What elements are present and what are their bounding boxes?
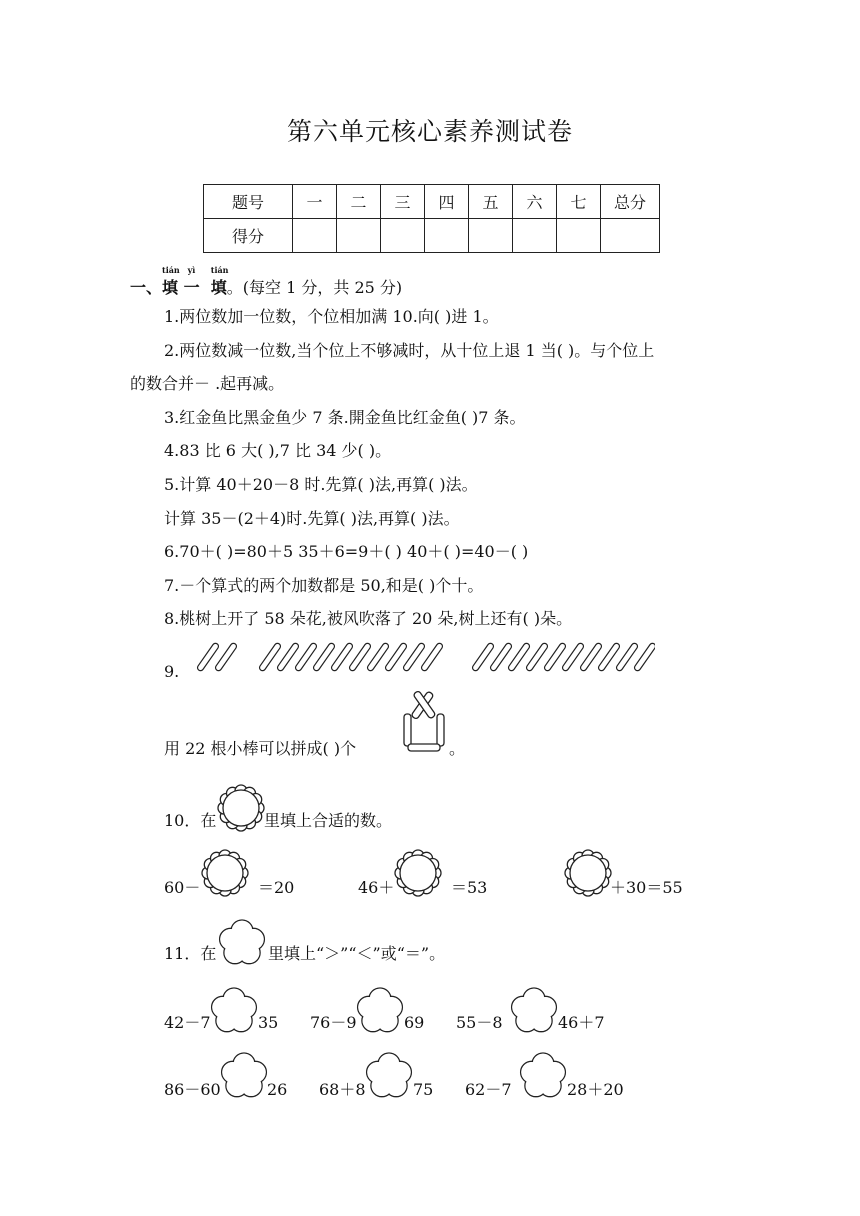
question-11-prefix: 11．在 xyxy=(164,944,217,963)
q10-item-right: ＝20 xyxy=(258,878,295,897)
score-cell[interactable] xyxy=(337,219,381,253)
q10-item-left: 46＋ xyxy=(358,878,395,897)
section-char: 一 xyxy=(183,278,200,297)
score-cell[interactable] xyxy=(557,219,601,253)
question-8: 8.桃树上开了 58 朵花,被风吹落了 20 朵,树上还有( )朵。 xyxy=(164,609,573,628)
page-title: 第六单元核心素养测试卷 xyxy=(286,117,573,146)
question-3: 3.红金鱼比黑金鱼少 7 条.開金鱼比红金鱼( )7 条。 xyxy=(164,408,526,427)
question-5: 5.计算 40＋20－8 时.先算( )法,再算( )法。 xyxy=(164,475,478,494)
row-label: 得分 xyxy=(204,219,293,253)
section-char: 填 xyxy=(162,278,179,297)
header-cell: 题号 xyxy=(204,185,293,219)
score-cell[interactable] xyxy=(293,219,337,253)
section-suffix: 。(每空 1 分，共 25 分) xyxy=(226,278,403,297)
flower-answer-input[interactable] xyxy=(200,847,250,903)
q11-item-left: 42－7 xyxy=(164,1013,211,1032)
q11-item-right: 28＋20 xyxy=(567,1080,624,1099)
question-7: 7.－个算式的两个加数都是 50,和是( )个十。 xyxy=(164,576,484,595)
question-5-cont: 计算 35－(2＋4)时.先算( )法,再算( )法。 xyxy=(164,509,460,528)
q11-item-left: 68＋8 xyxy=(319,1080,366,1099)
header-cell: 七 xyxy=(557,185,601,219)
score-table-header-row xyxy=(204,185,660,219)
question-2-cont: 的数合并－ .起再减。 xyxy=(130,374,285,393)
q10-item-right: ＋30＝55 xyxy=(610,878,683,897)
score-table-score-row xyxy=(204,219,660,253)
compare-answer-input[interactable] xyxy=(509,983,559,1039)
q10-item-right: ＝53 xyxy=(451,878,488,897)
section-heading xyxy=(130,265,403,298)
q11-item-right: 35 xyxy=(258,1013,279,1032)
compare-answer-input[interactable] xyxy=(518,1048,568,1104)
compare-answer-input[interactable] xyxy=(355,983,405,1039)
header-cell: 五 xyxy=(469,185,513,219)
section-prefix: 一、 xyxy=(130,278,163,297)
house-shape-icon xyxy=(400,688,448,758)
q11-item-left: 76－9 xyxy=(310,1013,357,1032)
sticks-illustration xyxy=(195,640,655,674)
question-4: 4.83 比 6 大( ),7 比 34 少( )。 xyxy=(164,441,392,460)
section-char: 填 xyxy=(210,278,227,297)
header-cell: 三 xyxy=(381,185,425,219)
q11-item-right: 69 xyxy=(404,1013,425,1032)
question-2: 2.两位数减一位数,当个位上不够减时，从十位上退 1 当( )。与个位上 xyxy=(164,341,655,360)
question-9-text: 用 22 根小棒可以拼成( )个 xyxy=(164,739,357,758)
question-1: 1.两位数加一位数，个位相加满 10.向( )进 1。 xyxy=(164,307,499,326)
header-cell: 四 xyxy=(425,185,469,219)
q11-item-right: 26 xyxy=(267,1080,288,1099)
header-cell: 总分 xyxy=(601,185,660,219)
q11-item-left: 55－8 xyxy=(456,1013,503,1032)
header-cell: 六 xyxy=(513,185,557,219)
pinyin: tián xyxy=(210,265,229,275)
q11-item-right: 46＋7 xyxy=(558,1013,605,1032)
question-9-end: 。 xyxy=(449,739,466,758)
q11-item-left: 62－7 xyxy=(465,1080,512,1099)
compare-answer-input[interactable] xyxy=(364,1048,414,1104)
flower-answer-input[interactable] xyxy=(563,847,613,903)
question-11-suffix: 里填上“＞”“＜”或“＝”。 xyxy=(268,944,446,963)
score-cell[interactable] xyxy=(513,219,557,253)
question-10-prefix: 10．在 xyxy=(164,811,217,830)
score-cell[interactable] xyxy=(469,219,513,253)
score-table xyxy=(203,184,660,253)
header-cell: 一 xyxy=(293,185,337,219)
flower-answer-input[interactable] xyxy=(393,847,443,903)
petal-answer-box-icon xyxy=(217,915,267,971)
compare-answer-input[interactable] xyxy=(219,1048,269,1104)
question-9-number: 9. xyxy=(164,662,180,681)
score-cell[interactable] xyxy=(381,219,425,253)
pinyin: yì xyxy=(187,265,196,275)
score-cell[interactable] xyxy=(425,219,469,253)
header-cell: 二 xyxy=(337,185,381,219)
q10-item-left: 60－ xyxy=(164,878,201,897)
question-10-suffix: 里填上合适的数。 xyxy=(264,811,393,830)
question-6: 6.70＋( )=80＋5 35＋6=9＋( ) 40＋( )=40－( ) xyxy=(164,542,529,561)
flower-answer-box-icon xyxy=(216,782,266,838)
pinyin: tián xyxy=(162,265,180,275)
compare-answer-input[interactable] xyxy=(209,983,259,1039)
score-cell[interactable] xyxy=(601,219,660,253)
q11-item-right: 75 xyxy=(413,1080,434,1099)
q11-item-left: 86－60 xyxy=(164,1080,221,1099)
